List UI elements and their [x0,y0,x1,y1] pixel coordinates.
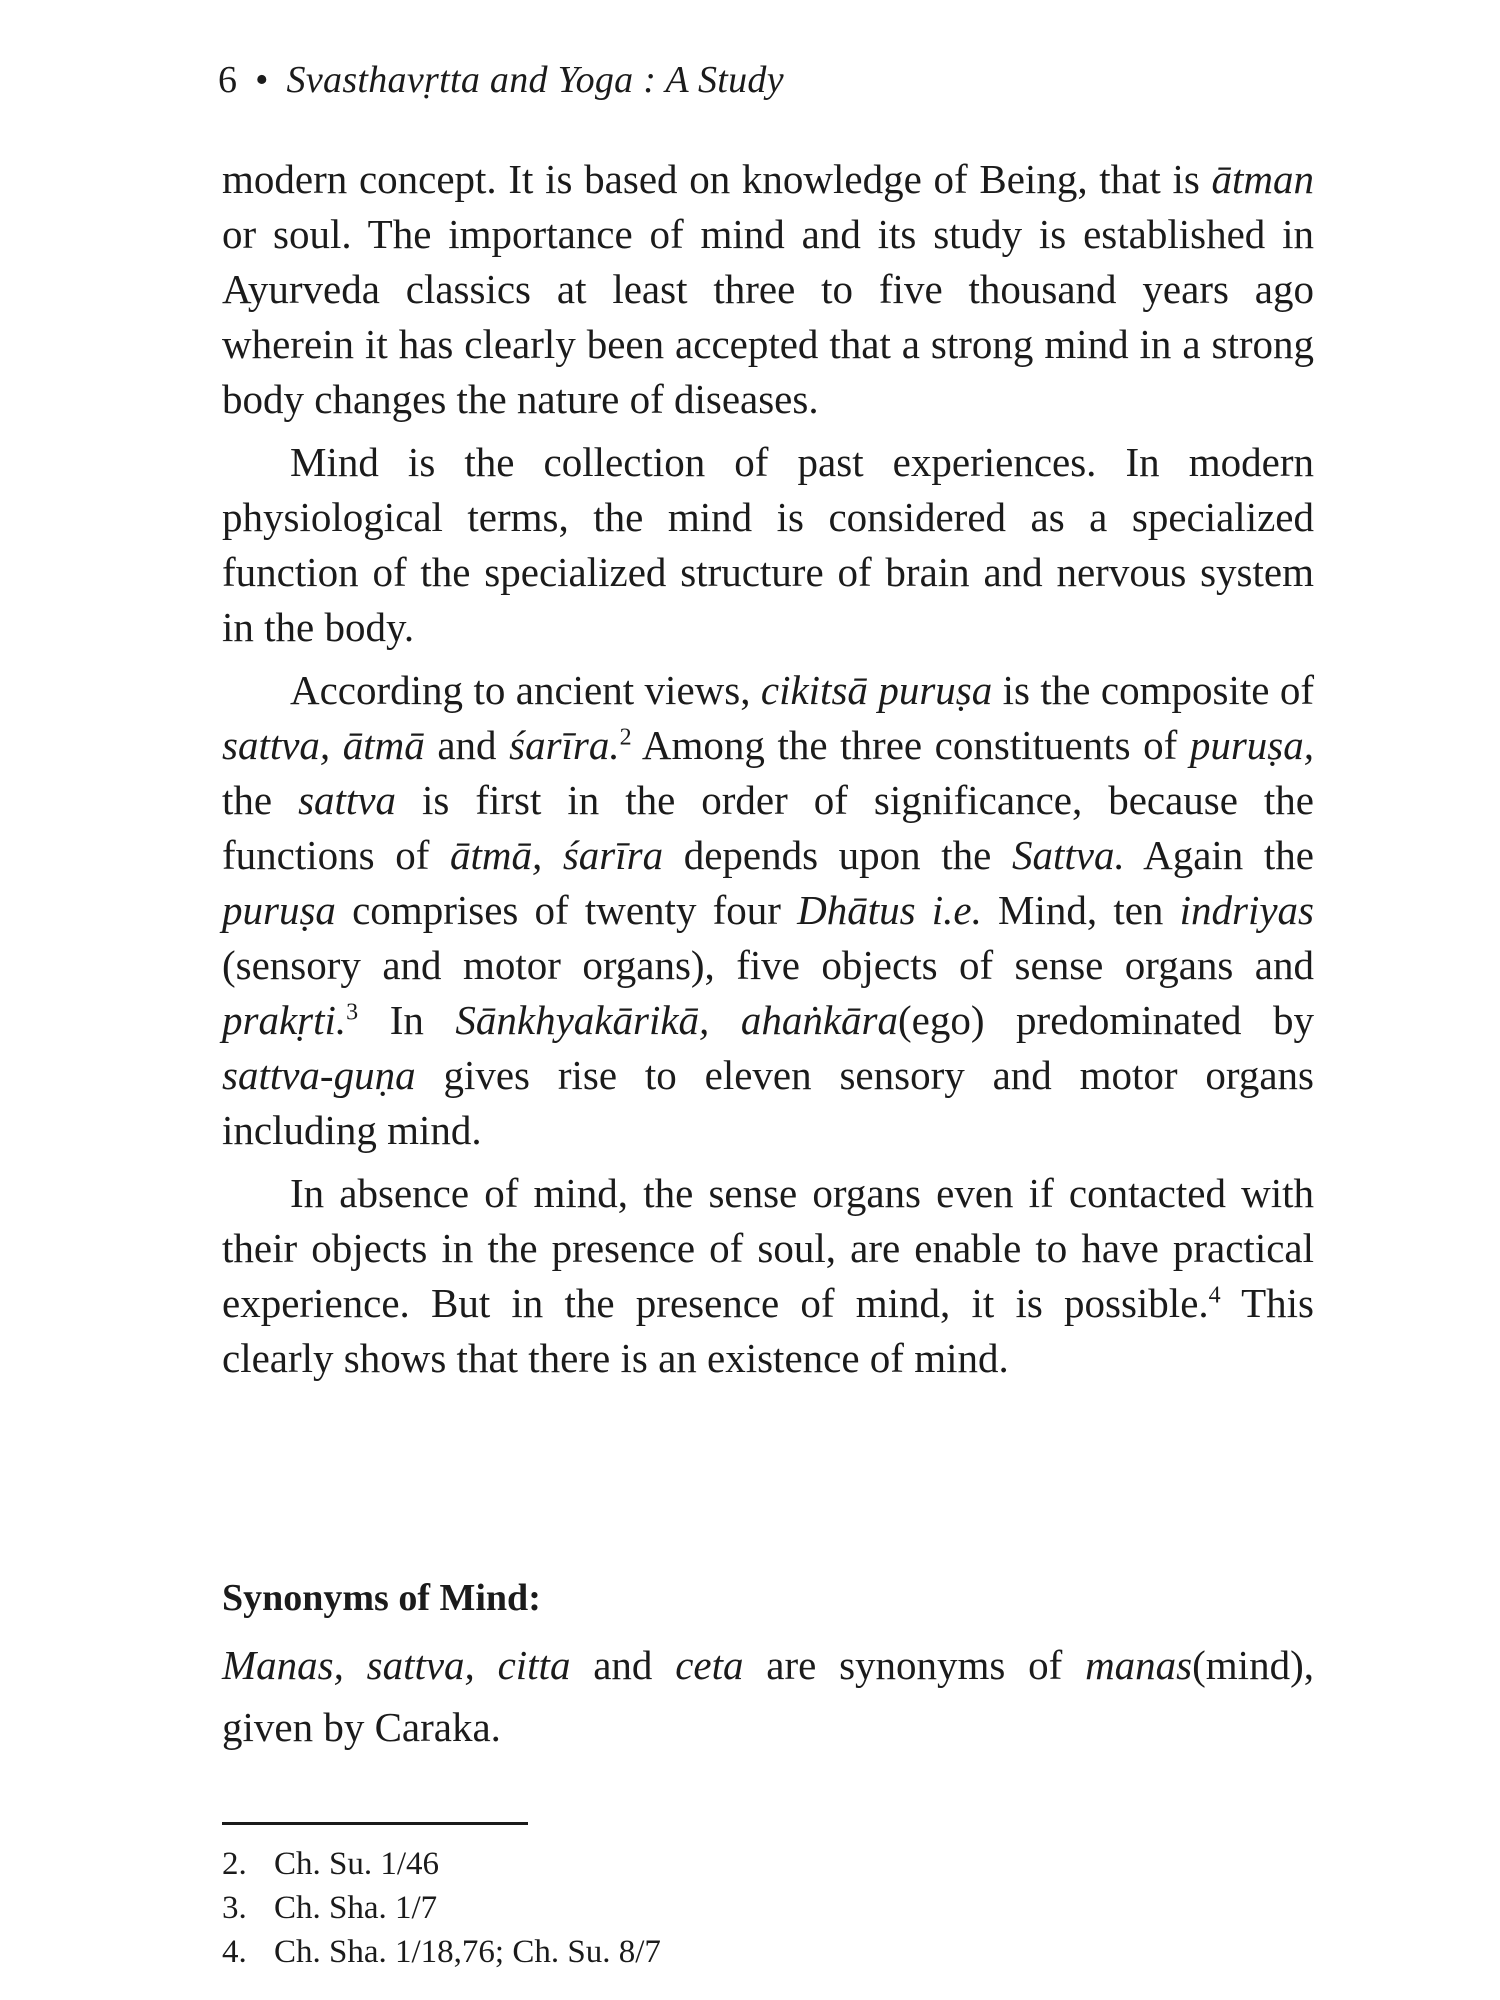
paragraph-4: In absence of mind, the sense organs even if contacted with their objects in the presence of soul, are enable to have practical experience. But in the presence of mind, it is possible.$^4$ This clearly shows that there is an existence of mind. [222,1170,1315,1381]
body-text [222,152,1314,1386]
footnotes [222,1842,661,1974]
footnote-ref-3: 3 [346,999,359,1026]
footnote-3: 3. Ch. Sha. 1/7 [222,1890,438,1926]
header-separator: • [255,59,269,101]
synonyms-paragraph: Manas, sattva, citta and ceta are synonyms of manas(mind), given by Caraka. [222,1642,1314,1750]
footnote-ref-2: 2 [619,724,632,751]
page-number: 6 [218,59,238,101]
book-title: Svasthavṛtta and Yoga : A Study [286,59,784,101]
footnote-divider [222,1822,528,1825]
running-header [218,58,784,102]
footnote-4: 4. Ch. Sha. 1/18,76; Ch. Su. 8/7 [222,1934,661,1970]
paragraph-2: Mind is the collection of past experiences. In modern physiological terms, the mind is considered as a specialized function of the specialized structure of brain and nervous system in the body. [222,439,1314,650]
section-heading: Synonyms of Mind: [222,1577,541,1619]
paragraph-3: According to ancient views, cikitsā puruṣa is the composite of sattva, ātmā and śarīra.$^2$ Among the three constituents of puruṣa, the sattva is first in the order of significance, because the functions of ātmā, śarīra depends upon the Sattva. Again the puruṣa comprises of twenty four Dhātus i.e. Mind, ten indriyas (sensory and motor organs), five objects of sense organs and prakṛti.$^3$ In Sānkhyakārikā, ahaṅkāra(ego) predominated by sattva-guṇa gives rise to eleven sensory and motor organs including mind. [222,667,1315,1153]
footnote-ref-4: 4 [1208,1282,1221,1309]
footnote-2: 2. Ch. Su. 1/46 [222,1846,440,1882]
paragraph-1: modern concept. It is based on knowledge of Being, that is ātman or soul. The importance of mind and its study is established in Ayurveda classics at least three to five thousand years ago wherein it has clearly been accepted that a strong mind in a strong body changes the nature of diseases. [222,156,1314,422]
